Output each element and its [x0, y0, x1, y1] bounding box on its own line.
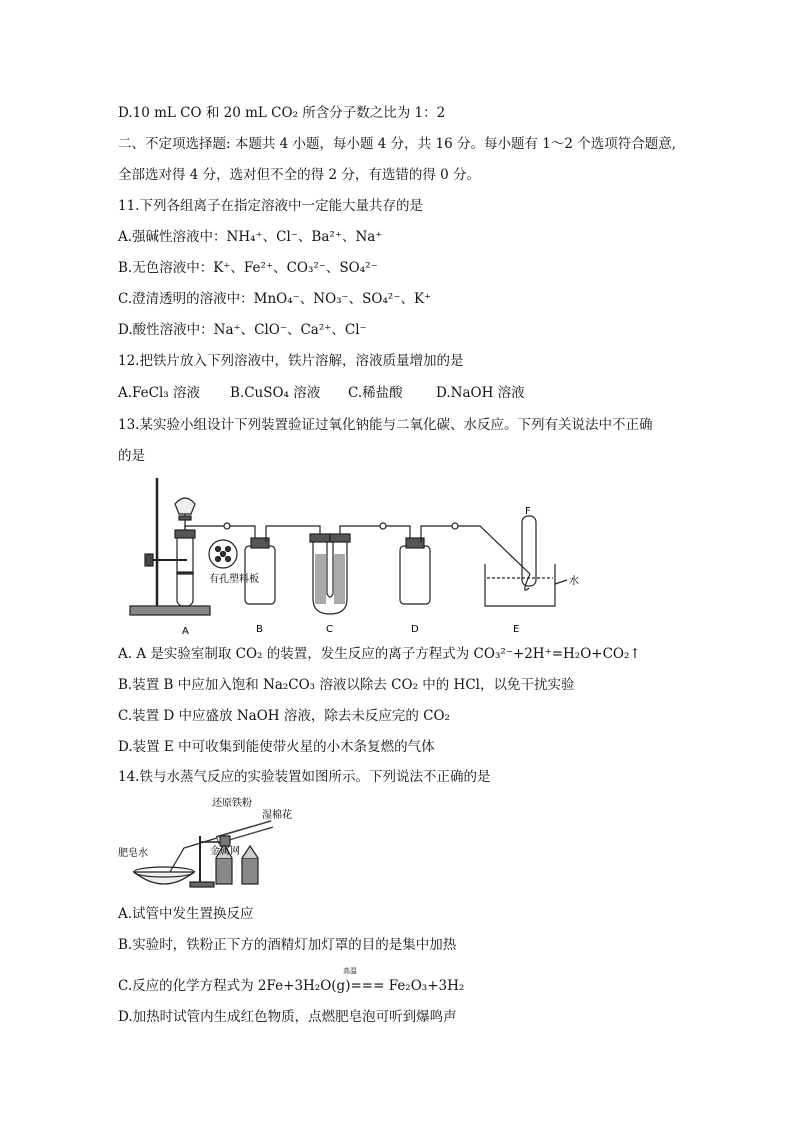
- q11-option-a: A.强碱性溶液中：NH₄⁺、Cl⁻、Ba²⁺、Na⁺: [118, 229, 383, 245]
- q11-option-c: C.澄清透明的溶液中：MnO₄⁻、NO₃⁻、SO₄²⁻、K⁺: [118, 291, 432, 307]
- q13-option-c: C.装置 D 中应盛放 NaOH 溶液，除去未反应完的 CO₂: [118, 708, 450, 724]
- q12-stem: 12.把铁片放入下列溶液中，铁片溶解，溶液质量增加的是: [118, 353, 464, 369]
- q14-option-b: B.实验时，铁粉正下方的酒精灯加灯罩的目的是集中加热: [118, 937, 457, 953]
- q13-stem-cont: 的是: [118, 448, 145, 464]
- q12-option-c: C.稀盐酸: [348, 385, 403, 401]
- q13-stem: 13.某实验小组设计下列装置验证过氧化钠能与二氧化碳、水反应。下列有关说法中不正确: [118, 417, 653, 433]
- label-b: B: [256, 624, 263, 635]
- mesh-label: 金属网: [210, 846, 240, 857]
- q12-options: [118, 384, 525, 402]
- q11-option-b: B.无色溶液中：K⁺、Fe²⁺、CO₃²⁻、SO₄²⁻: [118, 260, 378, 276]
- plate-label: 有孔塑料板: [209, 574, 259, 585]
- q13-apparatus-figure: [125, 474, 585, 636]
- water-label: 水: [569, 576, 579, 587]
- q14-option-d: D.加热时试管内生成红色物质，点燃肥皂泡可听到爆鸣声: [118, 1009, 457, 1025]
- label-f: F: [525, 506, 531, 517]
- q11-option-d: D.酸性溶液中：Na⁺、ClO⁻、Ca²⁺、Cl⁻: [118, 322, 367, 338]
- q13-option-b: B.装置 B 中应加入饱和 Na₂CO₃ 溶液以除去 CO₂ 中的 HCl，以免干扰实验: [118, 677, 575, 693]
- q14-stem: 14.铁与水蒸气反应的实验装置如图所示。下列说法不正确的是: [118, 769, 491, 785]
- q11-stem: 11.下列各组离子在指定溶液中一定能大量共存的是: [118, 198, 423, 214]
- soap-label: 肥皂水: [118, 848, 148, 859]
- q10-option-d: D.10 mL CO 和 20 mL CO₂ 所含分子数之比为 1：2: [118, 105, 446, 121]
- q14-apparatus-figure: [112, 796, 307, 892]
- label-d: D: [411, 624, 419, 635]
- section-heading: 二、不定项选择题: 本题共 4 小题，每小题 4 分，共 16 分。每小题有 1～2 个选项符合题意,: [118, 136, 676, 152]
- stand-base: [130, 606, 210, 615]
- q12-option-b: B.CuSO₄ 溶液: [230, 385, 321, 401]
- q14-condition-label: 高温: [343, 967, 357, 975]
- cotton-label: 湿棉花: [262, 810, 292, 821]
- section-instructions: 全部选对得 4 分，选对但不全的得 2 分，有选错的得 0 分。: [118, 167, 481, 183]
- q14-option-a: A.试管中发生置换反应: [118, 906, 254, 922]
- q13-option-a: A. A 是实验室制取 CO₂ 的装置，发生反应的离子方程式为 CO₃²⁻+2H⁺=H₂O+CO₂↑: [118, 646, 641, 662]
- q13-option-d: D.装置 E 中可收集到能使带火星的小木条复燃的气体: [118, 739, 435, 755]
- label-e: E: [513, 624, 520, 635]
- iron-label: 还原铁粉: [212, 798, 252, 809]
- q12-option-d: D.NaOH 溶液: [436, 385, 525, 401]
- q12-option-a: A.FeCl₃ 溶液: [118, 385, 201, 401]
- q14-option-c: C.反应的化学方程式为 2Fe+3H₂O(g)=== Fe₂O₃+3H₂: [118, 978, 465, 994]
- label-a: A: [182, 626, 189, 636]
- label-c: C: [326, 624, 333, 635]
